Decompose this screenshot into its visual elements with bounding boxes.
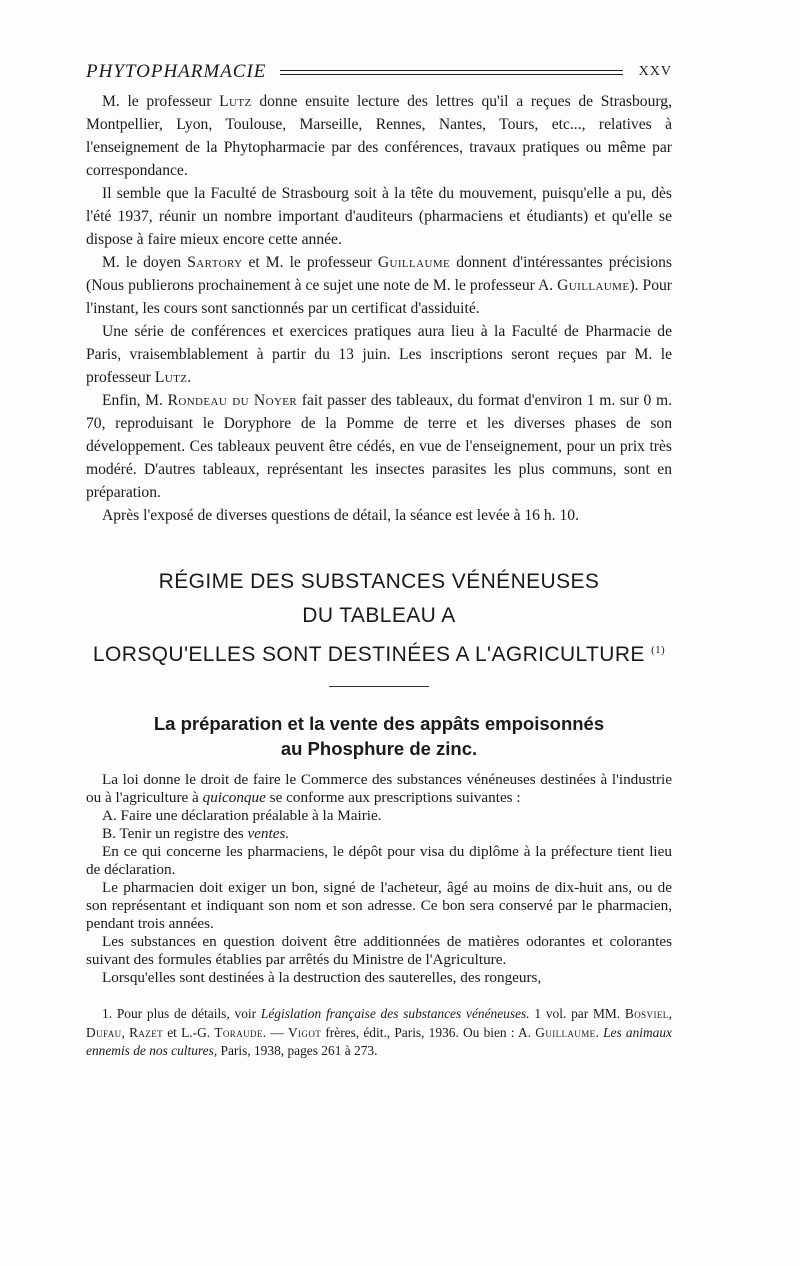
header-double-rule bbox=[280, 70, 622, 75]
title-line bbox=[86, 633, 672, 672]
person-name: Lutz bbox=[154, 369, 188, 386]
title-text: LORSQU'ELLES SONT DESTINÉES A L'AGRICULTURE bbox=[92, 643, 645, 666]
text: 1 vol. par MM. bbox=[529, 1006, 625, 1021]
text: donne ensuite lecture des lettres qu'il a reçues de Strasbourg, Montpellier, Lyon, Toulouse, Marseille, Rennes, Nantes, Tours, etc..., relatives à l'enseignement de la Phytopharmacie par des conférences, travaux pratiques ou même par correspondance. bbox=[86, 93, 672, 179]
text: Il semble que la Faculté de Strasbourg soit à la tête du mouvement, puisqu'elle a pu, dès l'été 1937, réunir un nombre important d'auditeurs (pharmaciens et étudiants) et qu'elle se dispose à faire mieux encore cette année. bbox=[86, 185, 672, 248]
article-body bbox=[86, 771, 672, 987]
paragraph bbox=[86, 251, 672, 320]
paragraph: Lorsqu'elles sont destinées à la destruction des sauterelles, des rongeurs, bbox=[102, 969, 542, 986]
text: , Paris, 1938, pages 261 à 273. bbox=[213, 1043, 378, 1058]
article-title bbox=[86, 565, 672, 687]
text: Enfin, M. bbox=[102, 392, 168, 409]
text: se conforme aux prescriptions suivantes : bbox=[265, 789, 521, 806]
text: . bbox=[595, 1024, 604, 1040]
publisher-name: Vigot bbox=[287, 1024, 322, 1040]
page-number: XXV bbox=[638, 64, 672, 79]
footnote-reference: (1) bbox=[651, 644, 666, 656]
paragraph bbox=[86, 389, 672, 504]
author-name: Bosviel bbox=[624, 1006, 669, 1021]
book-title: Législation française des substances vénéneuses. bbox=[260, 1006, 530, 1021]
text: frères, édit., Paris, 1936. Ou bien : A. bbox=[321, 1024, 536, 1040]
title-rule bbox=[329, 686, 429, 687]
footnote bbox=[86, 1005, 672, 1061]
article-subtitle bbox=[86, 711, 672, 761]
page bbox=[86, 54, 672, 1061]
text: et M. le professeur bbox=[242, 254, 378, 271]
paragraph bbox=[86, 320, 672, 389]
text: , bbox=[121, 1024, 130, 1040]
emphasis: quiconque bbox=[202, 789, 266, 806]
person-name: Rondeau du Noyer bbox=[167, 392, 298, 409]
person-name: Sartory bbox=[187, 254, 243, 271]
text: Une série de conférences et exercices pratiques aura lieu à la Faculté de Pharmacie de Paris, vraisemblablement à partir du 13 juin. Les inscriptions seront reçues par M. le professeur bbox=[86, 323, 672, 386]
title-line: RÉGIME DES SUBSTANCES VÉNÉNEUSES bbox=[158, 570, 600, 593]
person-name: Guillaume bbox=[377, 254, 451, 271]
running-header bbox=[86, 54, 672, 90]
text: A. Faire une déclaration préalable à la Mairie. bbox=[102, 807, 382, 824]
list-item bbox=[86, 807, 672, 825]
paragraph bbox=[86, 90, 672, 182]
book-title: Les animaux ennemis de nos cultures bbox=[86, 1024, 673, 1058]
paragraph bbox=[86, 771, 672, 807]
emphasis: ventes. bbox=[247, 825, 290, 842]
text: . — bbox=[262, 1024, 288, 1040]
text: . bbox=[187, 369, 192, 386]
title-line: DU TABLEAU A bbox=[302, 604, 456, 627]
author-name: Guillaume bbox=[535, 1024, 596, 1040]
footnote-text bbox=[86, 1005, 672, 1061]
subtitle-line: La préparation et la vente des appâts empoisonnés bbox=[153, 713, 605, 734]
person-name: Guillaume bbox=[557, 277, 630, 294]
text: , bbox=[668, 1006, 673, 1021]
text: Après l'exposé de diverses questions de détail, la séance est levée à 16 h. 10. bbox=[102, 507, 579, 524]
author-name: Toraude bbox=[214, 1024, 263, 1040]
text: et L.-G. bbox=[163, 1024, 215, 1040]
author-name: Razet bbox=[129, 1024, 164, 1040]
text: La loi donne le droit de faire le Commerce des substances vénéneuses destinées à l'industrie ou à l'agriculture à bbox=[86, 771, 672, 806]
paragraph bbox=[86, 504, 672, 527]
paragraph: Les substances en question doivent être additionnées de matières odorantes et colorantes suivant des formules établies par arrêtés du Ministre de l'Agriculture. bbox=[86, 933, 672, 968]
text: M. le doyen bbox=[102, 254, 188, 271]
paragraph: Le pharmacien doit exiger un bon, signé de l'acheteur, âgé au moins de dix-huit ans, ou de son représentant et indiquant son nom et son adresse. Ce bon sera conservé par le pharmacien, pendant trois années. bbox=[86, 879, 672, 932]
text: fait passer des tableaux, du format d'environ 1 m. sur 0 m. 70, reproduisant le Doryphore de la Pomme de terre et les diverses phases de son développement. Ces tableaux peuvent être cédés, en vue de l'enseignement, pour un prix très modéré. D'autres tableaux, représentant les insectes parasites les plus communs, sont en préparation. bbox=[86, 392, 672, 501]
meeting-report bbox=[86, 90, 672, 527]
running-title: PHYTOPHARMACIE bbox=[86, 61, 267, 82]
paragraph bbox=[86, 182, 672, 251]
text: ). Pour l'instant, les cours sont sanctionnés par un certificat d'assiduité. bbox=[86, 277, 672, 317]
text: B. Tenir un registre des bbox=[102, 825, 248, 842]
subtitle-line: au Phosphure de zinc. bbox=[280, 738, 478, 759]
text: donnent d'intéressantes précisions (Nous publierons prochainement à ce sujet une note de M. le professeur A. bbox=[86, 254, 672, 294]
list-item bbox=[86, 825, 672, 843]
paragraph: En ce qui concerne les pharmaciens, le dépôt pour visa du diplôme à la préfecture tient lieu de déclaration. bbox=[86, 843, 672, 878]
author-name: Dufau bbox=[86, 1024, 122, 1040]
text: M. le professeur bbox=[102, 93, 220, 110]
person-name: Lutz bbox=[219, 93, 252, 110]
text: 1. Pour plus de détails, voir bbox=[102, 1006, 261, 1021]
